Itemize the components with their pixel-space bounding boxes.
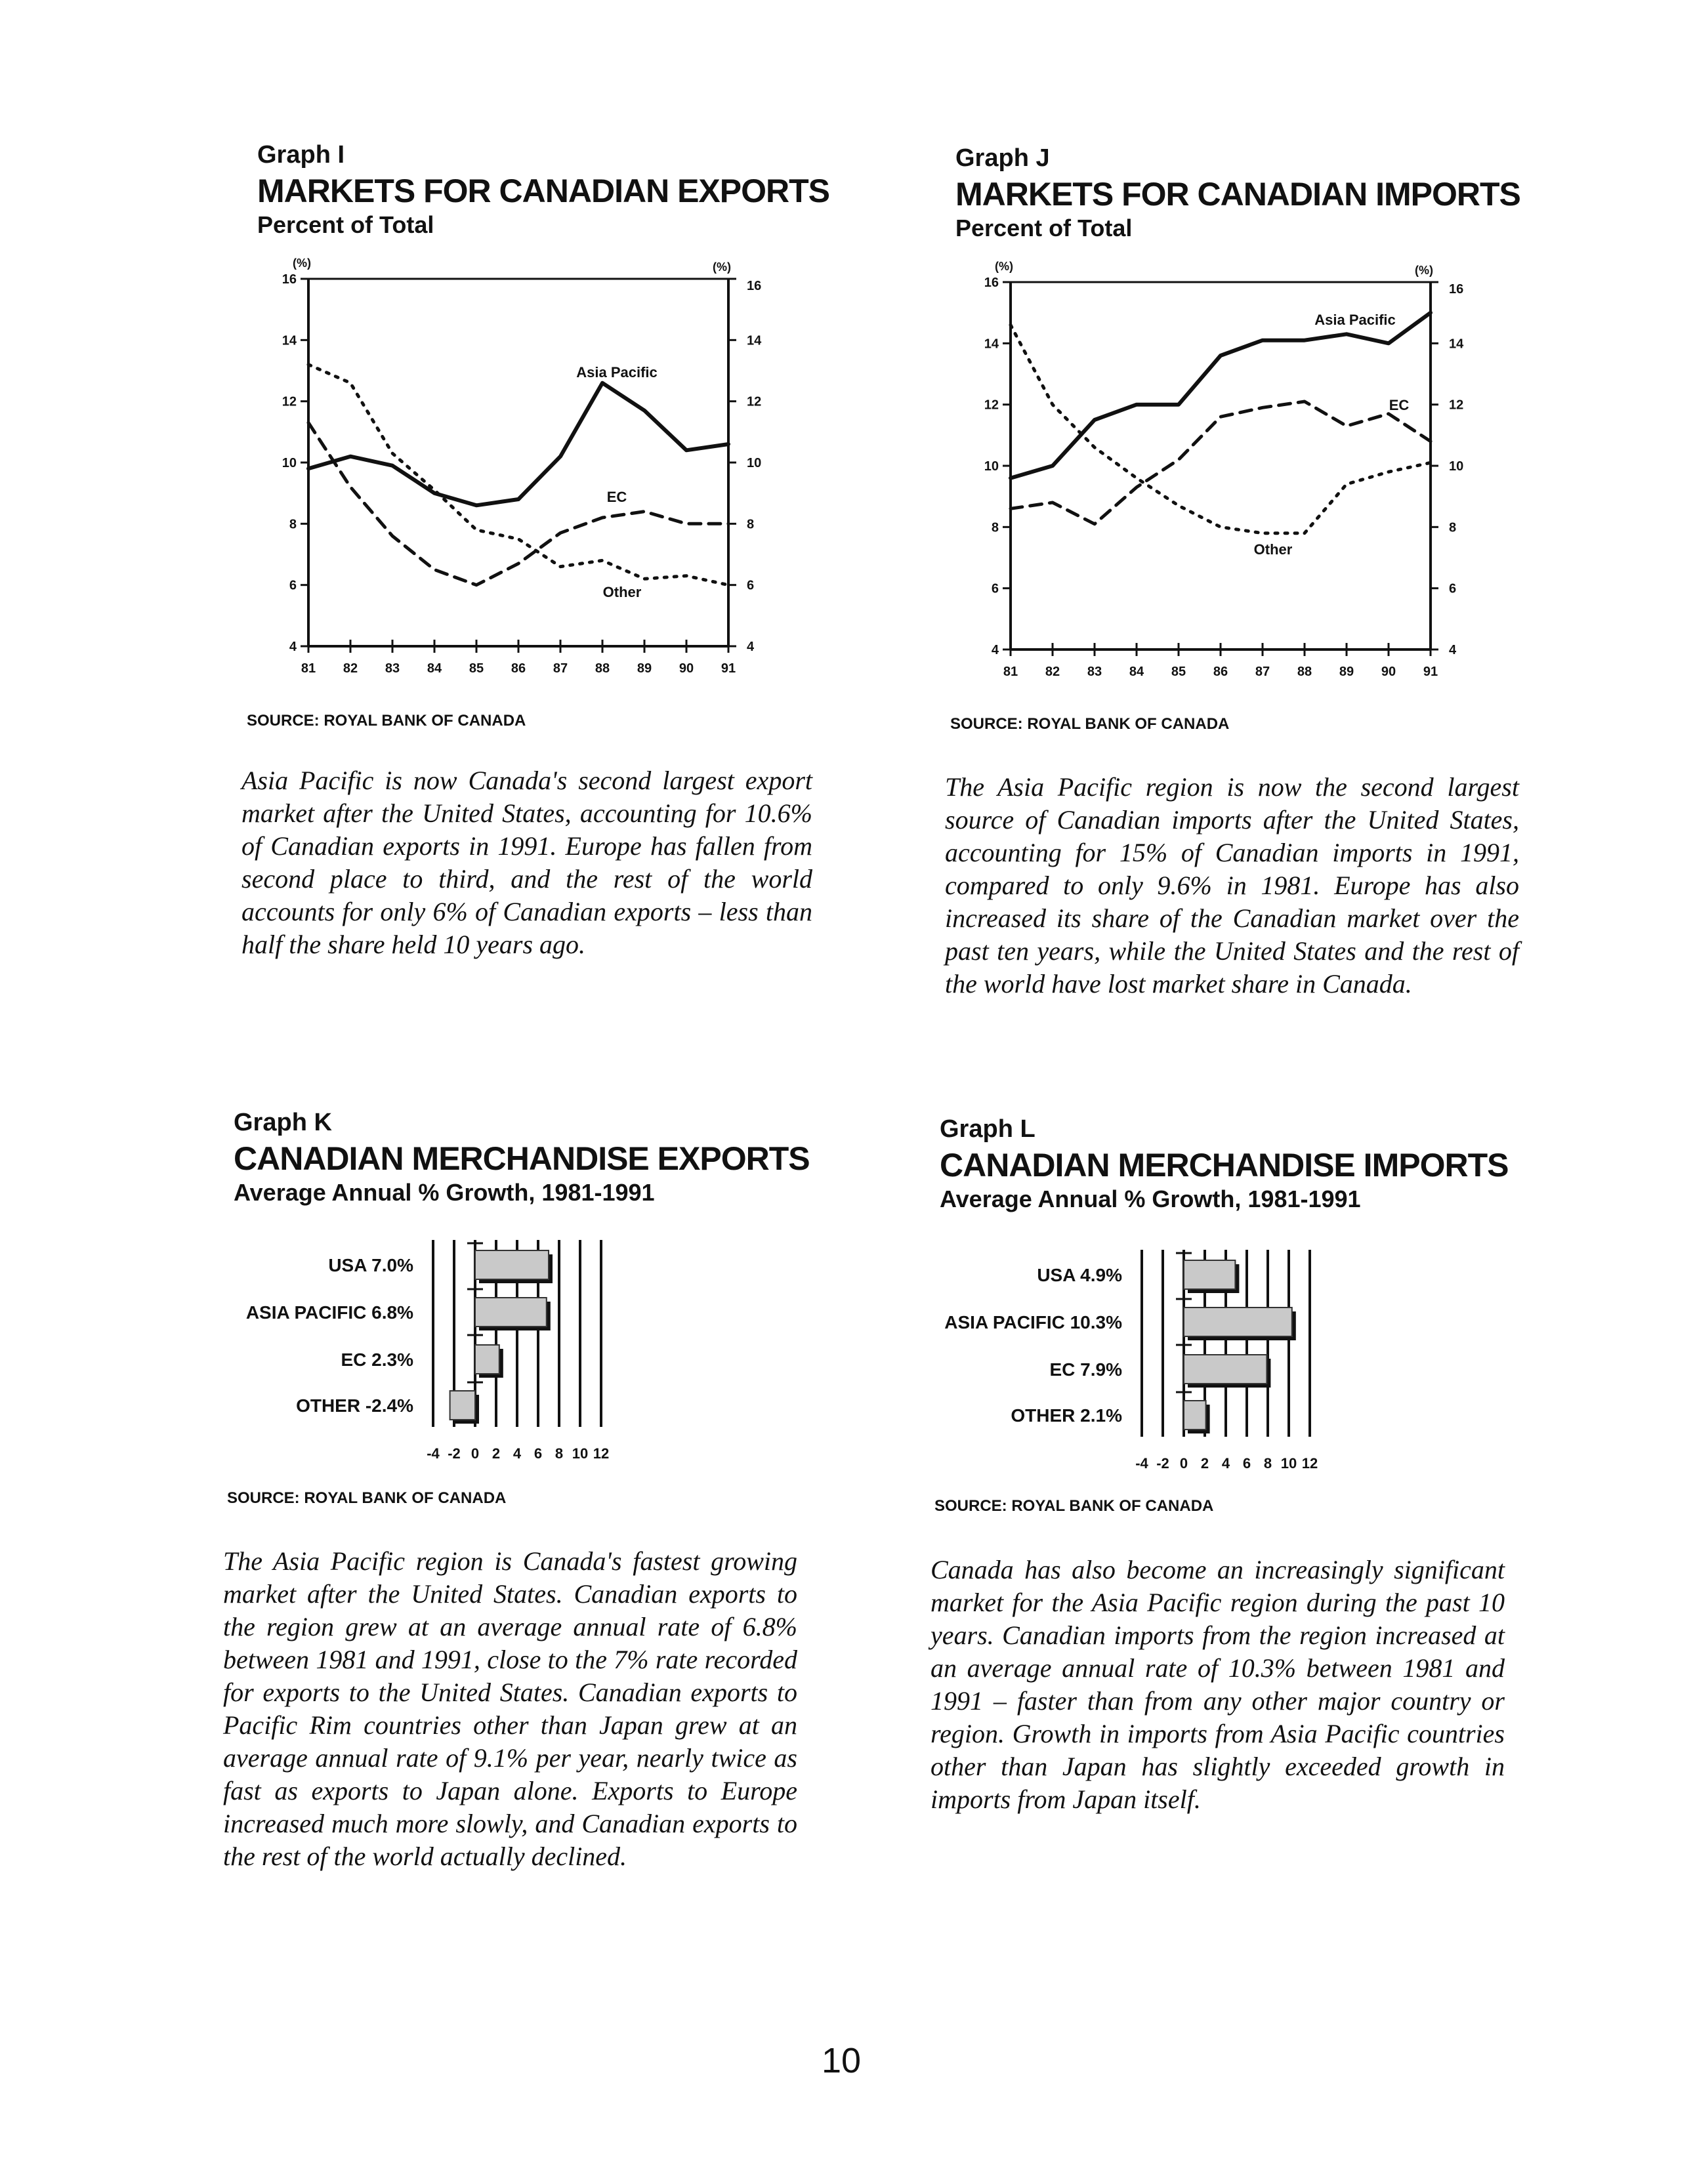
graph-j-ytick-label-right: 10	[1449, 459, 1464, 474]
graph-i-xtick-label: 86	[511, 661, 526, 676]
graph-i-ytick-label-left: 6	[289, 578, 297, 593]
graph-j-ytick-label-left: 12	[984, 398, 999, 413]
graph-l-xtick-label: 10	[1280, 1455, 1297, 1472]
graph-i-xtick-label: 91	[721, 661, 736, 676]
graph-j-ytick-label-right: 16	[1449, 282, 1464, 297]
graph-j-unit-right: (%)	[1415, 264, 1433, 277]
graph-l-bar-usa	[1184, 1260, 1235, 1289]
graph-k-header	[234, 1109, 810, 1206]
graph-j-ytick-label-right: 14	[1449, 337, 1464, 352]
graph-l-xtick-label: -2	[1156, 1455, 1169, 1472]
graph-i-series-label-ec: EC	[606, 489, 627, 505]
graph-l-bar-label-other: OTHER 2.1%	[1011, 1405, 1122, 1426]
graph-k-bar-usa	[475, 1250, 549, 1279]
graph-i-series-asia-pacific	[308, 383, 728, 506]
graph-l-bar-label-asia-pacific: ASIA PACIFIC 10.3%	[944, 1312, 1122, 1332]
graph-i-subtitle: Percent of Total	[257, 211, 434, 238]
graph-i-label: Graph I	[257, 141, 345, 169]
graph-l-header	[940, 1115, 1508, 1213]
graph-j-xtick-label: 91	[1423, 665, 1438, 679]
graph-j-xtick-label: 83	[1087, 665, 1102, 679]
graph-l-bar-ec	[1184, 1355, 1266, 1384]
graph-l-bar-asia-pacific	[1184, 1308, 1292, 1336]
graph-j-subtitle: Percent of Total	[955, 215, 1133, 241]
graph-i-series-ec	[308, 422, 728, 585]
graph-j-xtick-label: 89	[1339, 665, 1354, 679]
graph-j-ytick-label-left: 16	[984, 276, 999, 290]
graph-i-ytick-label-right: 6	[747, 578, 755, 593]
graph-l-source: SOURCE: ROYAL BANK OF CANADA	[934, 1497, 1214, 1515]
graph-j-label: Graph J	[955, 144, 1050, 172]
graph-l-text: Canada has also become an increasingly significant market for the Asia Pacific region during the past 10 years. Canadian imports from the region increased at an average annual rate of 10.3% between 1981 and 1991 – faster than from any other major country or region. Growth in imports from Asia Pacific countries other than Japan has slightly exceeded growth in imports from Japan itself.	[931, 1555, 1505, 1814]
graph-k-bar-label-other: OTHER -2.4%	[296, 1395, 413, 1416]
graph-i-series-label-other: Other	[602, 584, 642, 600]
graph-j-line-chart	[952, 246, 1490, 692]
graph-i-unit-left: (%)	[293, 257, 311, 270]
graph-j-unit-left: (%)	[995, 260, 1013, 273]
graph-k-bar-other	[450, 1391, 475, 1420]
graph-j-series-label-asia-pacific: Asia Pacific	[1314, 312, 1396, 328]
graph-j-xtick-label: 82	[1045, 665, 1060, 679]
graph-l-label: Graph L	[940, 1115, 1036, 1143]
graph-i-ytick-label-right: 16	[747, 279, 762, 293]
graph-l-bar-label-usa: USA 4.9%	[1037, 1265, 1122, 1285]
graph-k-source: SOURCE: ROYAL BANK OF CANADA	[227, 1489, 507, 1507]
graph-j-ytick-label-right: 12	[1449, 398, 1464, 413]
graph-j-title: MARKETS FOR CANADIAN IMPORTS	[955, 176, 1520, 213]
graph-i-ytick-label-right: 4	[747, 640, 755, 654]
graph-i-ytick-label-left: 12	[282, 394, 297, 409]
graph-i-xtick-label: 90	[679, 661, 694, 676]
graph-i-xtick-label: 89	[637, 661, 652, 676]
graph-i-ytick-label-right: 8	[747, 517, 755, 532]
graph-k-bar-label-ec: EC 2.3%	[341, 1350, 413, 1370]
graph-l-xtick-label: -4	[1135, 1455, 1148, 1472]
graph-j-series-label-ec: EC	[1389, 397, 1410, 413]
graph-j-ytick-label-left: 4	[991, 643, 999, 657]
graph-i-xtick-label: 85	[469, 661, 484, 676]
graph-k-xtick-label: -2	[448, 1445, 461, 1462]
graph-l-bar-other	[1184, 1401, 1206, 1430]
graph-k-bar-chart	[223, 1227, 801, 1476]
graph-j-ytick-label-right: 6	[1449, 581, 1457, 596]
graph-i-xtick-label: 81	[301, 661, 316, 676]
graph-j-xtick-label: 84	[1129, 665, 1144, 679]
graph-k-xtick-label: 6	[534, 1445, 543, 1462]
graph-k-xtick-label: 12	[593, 1445, 610, 1462]
graph-l-xtick-label: 6	[1242, 1455, 1251, 1472]
graph-i-ytick-label-right: 12	[747, 394, 762, 409]
graph-j-ytick-label-left: 14	[984, 337, 999, 352]
graph-j-source: SOURCE: ROYAL BANK OF CANADA	[950, 715, 1230, 733]
graph-l-subtitle: Average Annual % Growth, 1981-1991	[940, 1185, 1361, 1212]
graph-k-bar-asia-pacific	[475, 1298, 547, 1327]
graph-l-xtick-label: 4	[1221, 1455, 1230, 1472]
graph-k-xtick-label: 4	[513, 1445, 522, 1462]
graph-i-ytick-label-left: 4	[289, 640, 297, 654]
graph-l-bar-label-ec: EC 7.9%	[1049, 1359, 1122, 1380]
graph-j-header	[955, 144, 1520, 242]
graph-j-xtick-label: 90	[1381, 665, 1396, 679]
graph-j-text: The Asia Pacific region is now the second largest source of Canadian imports after the United States, accounting for 15% of Canadian imports in 1991, compared to only 9.6% in 1981. Europe has also increased its share of the Canadian market over the past ten years, while the United States and the rest of the world have lost market share in Canada.	[945, 772, 1519, 999]
graph-j-xtick-label: 88	[1297, 665, 1312, 679]
graph-i-ytick-label-left: 14	[282, 333, 297, 348]
graph-k-xtick-label: 8	[555, 1445, 564, 1462]
graph-k-bar-ec	[475, 1345, 499, 1374]
graph-j-xtick-label: 85	[1171, 665, 1186, 679]
graph-i-ytick-label-right: 14	[747, 333, 762, 348]
graph-i-xtick-label: 87	[553, 661, 568, 676]
graph-i-unit-right: (%)	[713, 260, 731, 274]
graph-k-bar-label-asia-pacific: ASIA PACIFIC 6.8%	[245, 1302, 413, 1323]
graph-k-label: Graph K	[234, 1109, 332, 1136]
page-number: 10	[822, 2041, 862, 2080]
graph-j-ytick-label-right: 8	[1449, 520, 1457, 535]
graph-j-xtick-label: 87	[1255, 665, 1270, 679]
graph-k-bar-label-usa: USA 7.0%	[328, 1255, 413, 1275]
graph-i-xtick-label: 88	[595, 661, 610, 676]
graph-l-xtick-label: 0	[1179, 1455, 1188, 1472]
graph-i-text: Asia Pacific is now Canada's second largest export market after the United States, accounting for 10.6% of Canadian exports in 1991. Europe has fallen from second place to third, and the rest of the world accounts for only 6% of Canadian exports – less than half the share held 10 years ago.	[241, 766, 812, 959]
graph-i-series-other	[308, 365, 728, 585]
graph-j-series-asia-pacific	[1011, 313, 1431, 478]
graph-l-title: CANADIAN MERCHANDISE IMPORTS	[940, 1147, 1509, 1184]
graph-j-ytick-label-left: 8	[991, 520, 999, 535]
graph-k-xtick-label: 0	[471, 1445, 480, 1462]
graph-i-ytick-label-left: 8	[289, 517, 297, 532]
graph-i-ytick-label-left: 16	[282, 272, 297, 287]
graph-k-title: CANADIAN MERCHANDISE EXPORTS	[234, 1140, 810, 1177]
graph-i-xtick-label: 84	[427, 661, 442, 676]
graph-i-line-chart	[249, 243, 787, 689]
graph-l-xtick-label: 8	[1263, 1455, 1272, 1472]
graph-i-xtick-label: 83	[385, 661, 400, 676]
graph-j-ytick-label-right: 4	[1449, 643, 1457, 657]
graph-j-xtick-label: 86	[1213, 665, 1228, 679]
graph-i-xtick-label: 82	[343, 661, 358, 676]
graph-l-bar-chart	[932, 1237, 1509, 1486]
graph-i-series-label-asia-pacific: Asia Pacific	[576, 364, 658, 381]
graph-i-source: SOURCE: ROYAL BANK OF CANADA	[247, 712, 526, 730]
graph-i-title: MARKETS FOR CANADIAN EXPORTS	[257, 173, 830, 209]
graph-k-subtitle: Average Annual % Growth, 1981-1991	[234, 1179, 655, 1206]
graph-l-xtick-label: 2	[1200, 1455, 1209, 1472]
graph-j-series-ec	[1011, 402, 1431, 524]
graph-i-ytick-label-left: 10	[282, 456, 297, 470]
graph-k-xtick-label: -4	[427, 1445, 440, 1462]
graph-i-ytick-label-right: 10	[747, 456, 762, 470]
graph-k-text: The Asia Pacific region is Canada's fastest growing market after the United States. Canadian exports to the region grew at an average annual rate of 6.8% between 1981 and 1991, close to the 7% rate recorded for exports to the United States. Canadian exports to Pacific Rim countries other than Japan grew at an average annual rate of 9.1% per year, nearly twice as fast as exports to Japan alone. Exports to Europe increased much more slowly, and Canadian exports to the rest of the world actually declined.	[223, 1546, 797, 1871]
graph-i-header	[257, 141, 829, 239]
graph-j-ytick-label-left: 6	[991, 581, 999, 596]
graph-j-ytick-label-left: 10	[984, 459, 999, 474]
graph-j-series-label-other: Other	[1253, 541, 1293, 558]
graph-k-xtick-label: 10	[572, 1445, 589, 1462]
graph-k-xtick-label: 2	[492, 1445, 501, 1462]
graph-j-xtick-label: 81	[1003, 665, 1018, 679]
graph-l-xtick-label: 12	[1301, 1455, 1318, 1472]
